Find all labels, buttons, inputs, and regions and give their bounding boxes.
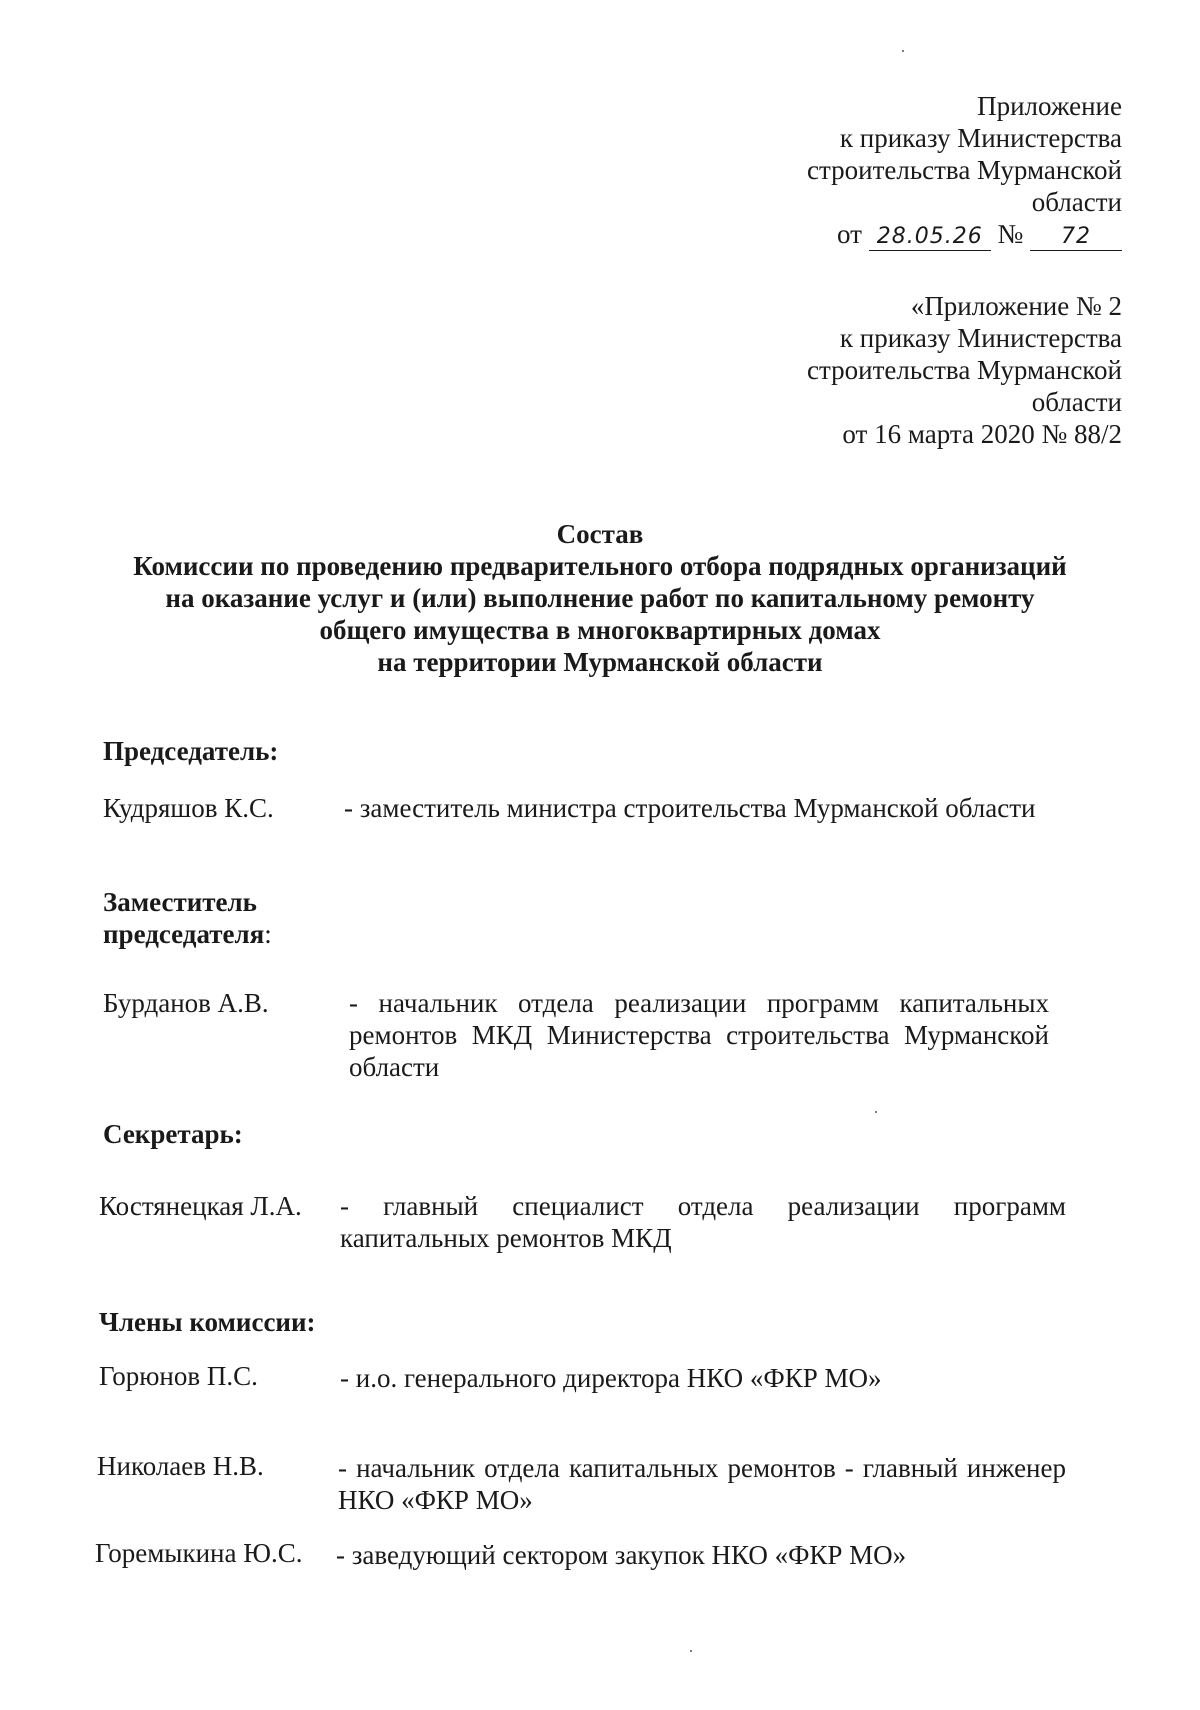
title-line: на территории Мурманской области — [377, 647, 823, 677]
member-role: - заведующий сектором закупок НКО «ФКР МО» — [336, 1540, 907, 1570]
member-role: - и.о. генерального директора НКО «ФКР МО» — [340, 1363, 882, 1393]
deputy-heading — [103, 886, 272, 950]
appendix-line: от 16 марта 2020 № 88/2 — [842, 419, 1122, 449]
date-prefix: от — [837, 219, 862, 249]
appendix-line: к приказу Министерства — [839, 323, 1122, 353]
deputy-heading-colon: : — [264, 919, 272, 949]
title-line: на оказание услуг и (или) выполнение работ по капитальному ремонту — [165, 583, 1035, 613]
member-name: Горюнов П.С. — [99, 1361, 258, 1391]
scan-speck — [902, 50, 904, 52]
members-heading: Члены комиссии: — [99, 1307, 316, 1337]
title-line: общего имущества в многоквартирных домах — [319, 615, 881, 645]
appendix-line: области — [1031, 387, 1122, 417]
handwritten-date: 28.05.26 — [869, 224, 991, 251]
appendix-2-header — [807, 290, 1122, 450]
appendix-line: к приказу Министерства — [839, 123, 1122, 153]
deputy-heading-line1: Заместитель — [103, 887, 257, 917]
appendix-line: Приложение — [977, 91, 1122, 121]
scan-speck — [690, 1650, 692, 1652]
deputy-heading-line2: председателя — [103, 919, 265, 949]
member-name: Горемыкина Ю.С. — [95, 1538, 303, 1568]
appendix-header — [807, 90, 1122, 251]
title-line: Состав — [556, 519, 644, 549]
chairman-name: Кудряшов К.С. — [103, 793, 274, 823]
number-sign: № — [997, 219, 1024, 249]
secretary-role: - главный специалист отдела реализации программ капитальных ремонтов МКД — [340, 1191, 1066, 1253]
deputy-name: Бурданов А.В. — [103, 988, 269, 1018]
appendix-line: строительства Мурманской — [807, 155, 1122, 185]
scan-speck — [875, 1111, 877, 1113]
appendix-line: области — [1031, 187, 1122, 217]
secretary-name: Костянецкая Л.А. — [99, 1191, 302, 1221]
member-role: - начальник отдела капитальных ремонтов - главный инженер НКО «ФКР МО» — [338, 1453, 1066, 1515]
title-line: Комиссии по проведению предварительного отбора подрядных организаций — [133, 551, 1067, 581]
appendix-line: строительства Мурманской — [807, 355, 1122, 385]
member-name: Николаев Н.В. — [97, 1451, 264, 1481]
deputy-role: - начальник отдела реализации программ капитальных ремонтов МКД Министерства строительства Мурманской области — [349, 988, 1049, 1082]
document-title — [60, 518, 1140, 678]
chairman-role: - заместитель министра строительства Мурманской области — [344, 793, 1036, 823]
secretary-heading: Секретарь: — [103, 1119, 243, 1149]
appendix-line: «Приложение № 2 — [910, 291, 1122, 321]
chairman-heading: Председатель: — [103, 736, 279, 766]
handwritten-number: 72 — [1030, 224, 1122, 251]
order-date-line — [807, 218, 1122, 251]
